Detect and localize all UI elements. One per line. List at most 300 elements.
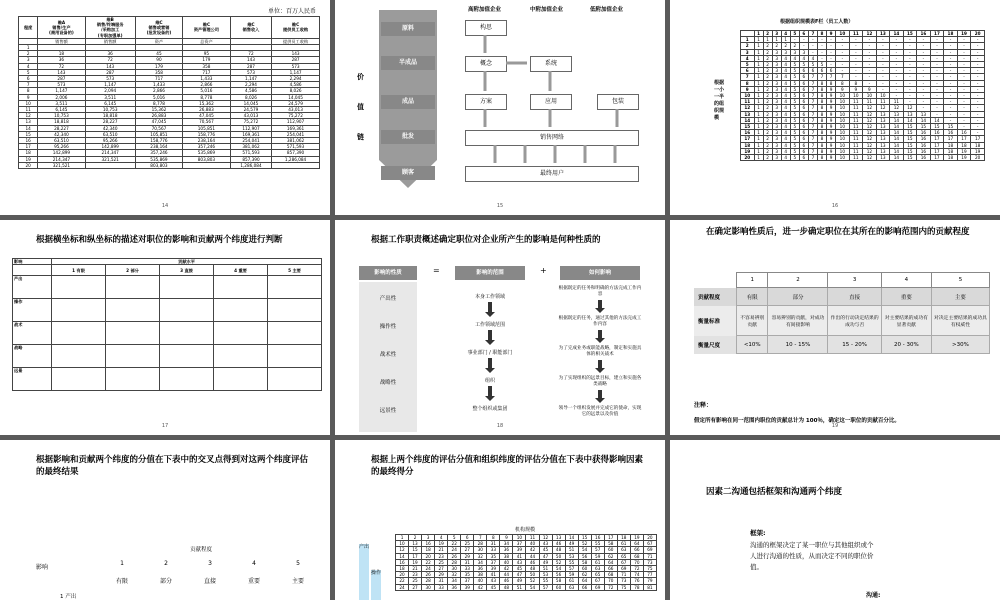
row-header: 11 — [741, 99, 755, 105]
score-cell: 48 — [552, 547, 565, 553]
how-item: 根据既定的任务，通过其他的方法完成工作内容 — [558, 316, 642, 327]
grid-cell: - — [863, 68, 877, 74]
table-cell: 573 — [272, 63, 320, 69]
table-cell: 857,390 — [272, 150, 320, 156]
column-header: 维B 销售/终端服务 /采购加工 (专职加强单) — [85, 17, 135, 39]
grid-cell: 12 — [863, 155, 877, 161]
table-cell: 12 — [19, 113, 38, 119]
grid-cell: 2 — [763, 136, 772, 142]
grid-cell: - — [799, 37, 808, 43]
score-cell: 71 — [643, 553, 656, 559]
level-num: 3 — [828, 273, 881, 288]
grid-cell: 1 — [754, 111, 763, 117]
grid-cell: - — [836, 62, 850, 68]
impact-cell — [267, 368, 321, 391]
score-cell: 43 — [513, 559, 526, 565]
grid-cell: 2 — [763, 117, 772, 123]
grid-cell: - — [944, 99, 958, 105]
grid-cell: 14 — [890, 148, 904, 154]
grid-cell: 3 — [772, 105, 781, 111]
grid-cell: 10 — [836, 155, 850, 161]
grid-cell: 19 — [957, 155, 971, 161]
grid-cell: - — [917, 43, 931, 49]
grid-cell: - — [944, 111, 958, 117]
grid-cell: 5 — [790, 105, 799, 111]
slide-19[interactable] — [670, 220, 1000, 435]
header-high: 高附加值企业 — [468, 7, 502, 13]
column-header: 10 — [513, 535, 526, 541]
table-cell: 321,521 — [85, 156, 135, 162]
score-cell: 35 — [487, 553, 500, 559]
grid-cell: 10 — [836, 105, 850, 111]
grid-cell: - — [930, 62, 944, 68]
level-row — [13, 265, 322, 276]
grid-cell: - — [957, 105, 971, 111]
slide-20[interactable] — [0, 440, 330, 600]
table-cell: 72 — [38, 63, 85, 69]
table-cell: 20 — [19, 162, 38, 168]
grid-cell: 7 — [808, 155, 817, 161]
grid-cell: 9 — [827, 86, 836, 92]
grid-cell: 3 — [781, 49, 790, 55]
slide-22[interactable] — [670, 440, 1000, 600]
table-cell: 3 — [19, 57, 38, 63]
level-cell: 1 有限 — [52, 265, 106, 276]
score-cell: 42 — [500, 566, 513, 572]
score-cell: 65 — [617, 553, 630, 559]
grid-cell: 4 — [781, 74, 790, 80]
grid-cell: - — [849, 68, 863, 74]
slide-14[interactable] — [0, 0, 330, 215]
score-cell: 55 — [539, 578, 552, 584]
row-header: 1 — [741, 37, 755, 43]
table-cell: 571,593 — [230, 150, 271, 156]
table-cell: 2,294 — [230, 82, 271, 88]
score-cell: 23 — [435, 553, 448, 559]
row-header: 8 — [741, 80, 755, 86]
table-cell: 287 — [85, 69, 135, 75]
column-header: 维C 销售收入 — [230, 17, 271, 39]
impact-cell — [52, 368, 106, 391]
column-header: 14 — [890, 31, 904, 37]
grid-cell: 8 — [817, 117, 826, 123]
slide-15[interactable] — [335, 0, 665, 215]
grid-cell: - — [971, 93, 985, 99]
score-cell: 31 — [487, 541, 500, 547]
grid-cell: - — [944, 49, 958, 55]
grid-cell: 11 — [849, 155, 863, 161]
slide-heading: 因素二沟通包括框架和沟通两个纬度 — [706, 487, 843, 497]
grid-cell: - — [836, 55, 850, 61]
grid-cell: - — [903, 55, 917, 61]
grid-cell: - — [917, 49, 931, 55]
name-row — [100, 576, 320, 585]
score-cell: 22 — [448, 541, 461, 547]
impact-cell — [213, 299, 267, 322]
table-cell: 358 — [183, 63, 231, 69]
grid-cell: - — [863, 80, 877, 86]
score-cell: 75 — [617, 584, 630, 590]
grid-cell: - — [817, 55, 826, 61]
grid-cell: 5 — [790, 142, 799, 148]
grid-cell: 12 — [863, 148, 877, 154]
score-cell: 41 — [513, 553, 526, 559]
level-num: 5 — [931, 273, 989, 288]
note-title: 注释： — [694, 402, 713, 409]
grid-cell: 12 — [876, 105, 890, 111]
slide-21[interactable] — [335, 440, 665, 600]
grid-cell: - — [930, 105, 944, 111]
table-cell: 11 — [19, 107, 38, 113]
grid-cell: - — [799, 43, 808, 49]
grid-cell: - — [957, 37, 971, 43]
grid-cell: - — [957, 93, 971, 99]
grid-cell: 5 — [790, 86, 799, 92]
grid-cell: 15 — [903, 130, 917, 136]
row-header: 16 — [741, 130, 755, 136]
score-cell: 54 — [578, 547, 591, 553]
table-cell: 90 — [135, 57, 182, 63]
grid-cell: 1 — [772, 37, 781, 43]
grid-cell: - — [817, 43, 826, 49]
grid-cell: 10 — [836, 99, 850, 105]
table-cell: 142,899 — [38, 150, 85, 156]
grid-cell: 2 — [772, 43, 781, 49]
grid-cell: - — [957, 74, 971, 80]
box-end-user: 最终用户 — [465, 166, 639, 182]
score-cell: 57 — [565, 566, 578, 572]
grid-cell: 11 — [849, 130, 863, 136]
column-header: 19 — [957, 31, 971, 37]
grid-cell: 8 — [827, 80, 836, 86]
column-header: 20 — [971, 31, 985, 37]
row-header: 9 — [741, 86, 755, 92]
grid-cell: 3 — [772, 62, 781, 68]
table-cell: 357,246 — [183, 144, 231, 150]
column-header: 1 — [754, 31, 763, 37]
score-cell: 56 — [578, 553, 591, 559]
grid-cell: - — [890, 86, 904, 92]
table-cell: 535,869 — [183, 150, 231, 156]
grid-cell: 2 — [763, 99, 772, 105]
down-arrows — [335, 220, 665, 435]
table-cell: 18,818 — [38, 119, 85, 125]
page-number: 16 — [831, 203, 839, 209]
how-item: 领导一个组织发展并完成它的使命，实现它的远景以及价值 — [558, 406, 642, 417]
score-cell: 30 — [422, 584, 435, 590]
grid-cell: - — [944, 74, 958, 80]
grid-cell: 1 — [754, 99, 763, 105]
name-cell: 重要 — [247, 578, 260, 585]
frame-title: 框架: — [750, 529, 766, 537]
grid-cell: 3 — [772, 86, 781, 92]
column-header: 6 — [461, 535, 474, 541]
grid-cell: - — [836, 49, 850, 55]
column-header: 19 — [630, 535, 643, 541]
score-cell: 25 — [435, 559, 448, 565]
grid-cell: - — [930, 93, 944, 99]
score-cell: 69 — [591, 584, 604, 590]
side-label-3: 链 — [357, 133, 364, 141]
impact-cell — [213, 345, 267, 368]
grid-cell: 6 — [799, 148, 808, 154]
grid-cell: 11 — [849, 105, 863, 111]
grid-cell: 8 — [817, 86, 826, 92]
score-cell: 52 — [552, 559, 565, 565]
grid-cell: - — [876, 55, 890, 61]
grid-cell: - — [903, 99, 917, 105]
column-subheader: 资产 — [135, 38, 182, 44]
score-cell: 67 — [591, 578, 604, 584]
slide-heading: 根据影响和贡献两个纬度的分值在下表中的交叉点得到对这两个纬度评估的最终结果 — [36, 455, 309, 477]
score-cell: 78 — [630, 584, 643, 590]
grid-cell: 3 — [772, 74, 781, 80]
impact-cell — [213, 276, 267, 299]
grid-row — [741, 155, 985, 161]
column-subheader: 提供员工收购 — [272, 38, 320, 44]
grid-cell: - — [817, 37, 826, 43]
grid-cell: 10 — [876, 93, 890, 99]
impact-cell — [267, 345, 321, 368]
grid-cell: 16 — [944, 130, 958, 136]
grid-cell: 2 — [763, 148, 772, 154]
grid-cell: 5 — [790, 68, 799, 74]
score-cell: 49 — [565, 541, 578, 547]
table-cell: 45 — [135, 51, 182, 57]
column-subheader: 总资产 — [183, 38, 231, 44]
grid-cell: 2 — [763, 49, 772, 55]
grid-cell: 6 — [817, 68, 826, 74]
degree-cell: 直接 — [828, 288, 881, 306]
grid-cell: 1 — [754, 142, 763, 148]
score-cell: 31 — [461, 559, 474, 565]
grid-cell: - — [944, 93, 958, 99]
grid-cell: - — [917, 37, 931, 43]
grid-cell: 14 — [930, 117, 944, 123]
slide-16[interactable] — [670, 0, 1000, 215]
grid-cell: 5 — [790, 148, 799, 154]
grid-cell: 15 — [903, 155, 917, 161]
grid-cell: 4 — [781, 99, 790, 105]
table-header-row — [19, 17, 320, 39]
column-subheader: 销售额 — [85, 38, 135, 44]
score-cell: 61 — [591, 559, 604, 565]
column-header: 10 — [836, 31, 850, 37]
grid-cell: 3 — [772, 80, 781, 86]
score-cell: 67 — [643, 541, 656, 547]
score-cell: 43 — [487, 578, 500, 584]
grid-cell: 13 — [890, 111, 904, 117]
level-cell: 5 主要 — [267, 265, 321, 276]
table-cell: 158,776 — [135, 138, 182, 144]
score-cell: 66 — [604, 566, 617, 572]
impact-cell — [52, 276, 106, 299]
score-cell: 49 — [539, 559, 552, 565]
grid-cell: - — [930, 74, 944, 80]
score-cell: 12 — [396, 547, 409, 553]
grid-cell: 17 — [930, 142, 944, 148]
grid-cell: 9 — [849, 86, 863, 92]
num-row — [100, 560, 320, 567]
column-header: 2 — [409, 535, 422, 541]
criteria-cell: 作出的行动决定结果的成功与否 — [828, 306, 881, 336]
table-cell: 14 — [19, 125, 38, 131]
side-label: 产出 — [359, 544, 370, 550]
grid-cell: 12 — [863, 142, 877, 148]
grid-cell: - — [930, 68, 944, 74]
grid-cell: - — [790, 37, 799, 43]
col-head-nature: 影响的性质 — [359, 266, 417, 280]
note-text: 假定所有影响在同一范围内职位的贡献总计为 100％，确定这一职位的贡献百分比。 — [694, 418, 900, 424]
table-cell: 42,340 — [38, 131, 85, 137]
grid-cell: 7 — [808, 111, 817, 117]
impact-row — [13, 368, 322, 391]
table-cell — [85, 162, 135, 168]
score-cell: 25 — [461, 541, 474, 547]
table-cell: 287 — [230, 63, 271, 69]
table-cell: 5,016 — [135, 94, 182, 100]
table-cell: 36 — [85, 51, 135, 57]
grid-cell: 7 — [808, 117, 817, 123]
grid-cell: 1 — [754, 62, 763, 68]
score-cell: 39 — [487, 566, 500, 572]
column-header: 13 — [552, 535, 565, 541]
grid-cell: - — [827, 62, 836, 68]
grid-cell: 3 — [772, 49, 781, 55]
table-cell — [183, 162, 231, 168]
table-cell: 2,294 — [272, 76, 320, 82]
column-header: 14 — [565, 535, 578, 541]
grid-cell: 7 — [827, 74, 836, 80]
table-cell: 238,164 — [135, 144, 182, 150]
row-label: 贡献程度 — [698, 294, 721, 301]
grid-cell: - — [944, 43, 958, 49]
level-cell: 3 直接 — [160, 265, 214, 276]
grid-cell: 2 — [763, 86, 772, 92]
score-cell: 22 — [422, 559, 435, 565]
slide-17[interactable] — [0, 220, 330, 435]
table-cell: 95 — [183, 51, 231, 57]
org-size-table — [18, 16, 320, 169]
page-number: 14 — [161, 203, 169, 209]
grid-cell: 1 — [754, 105, 763, 111]
grid-cell: - — [890, 74, 904, 80]
column-header: 11 — [526, 535, 539, 541]
grid-cell: 1 — [754, 55, 763, 61]
grid-cell: 18 — [957, 142, 971, 148]
grid-cell: 8 — [817, 124, 826, 130]
grid-cell: - — [944, 117, 958, 123]
table-cell: 7 — [19, 82, 38, 88]
grid-cell: 1 — [754, 68, 763, 74]
slide-heading: 根据横坐标和纵坐标的描述对职位的影响和贡献两个纬度进行判断 — [36, 235, 283, 245]
grid-cell: - — [930, 37, 944, 43]
table-cell: 15,362 — [135, 107, 182, 113]
impact-cell — [213, 322, 267, 345]
score-cell: 26 — [448, 553, 461, 559]
column-header: 程度 — [19, 17, 38, 39]
score-cell: 46 — [552, 541, 565, 547]
grid-cell: - — [944, 105, 958, 111]
grid-cell: 2 — [763, 142, 772, 148]
grid-cell: 14 — [890, 130, 904, 136]
grid-cell: 7 — [808, 99, 817, 105]
grid-cell: 4 — [781, 148, 790, 154]
table-cell: 105,851 — [183, 125, 231, 131]
grid-cell: 9 — [863, 86, 877, 92]
grid-cell: - — [863, 62, 877, 68]
grid-cell: - — [971, 68, 985, 74]
score-cell: 61 — [565, 578, 578, 584]
table-cell: 8,026 — [230, 94, 271, 100]
table-cell: 179 — [135, 63, 182, 69]
grid-cell: 10 — [836, 117, 850, 123]
column-header: 12 — [539, 535, 552, 541]
row-header: 14 — [741, 117, 755, 123]
row-header: 19 — [741, 148, 755, 154]
grid-cell: 6 — [799, 74, 808, 80]
grid-cell: - — [876, 37, 890, 43]
grid-cell: - — [957, 117, 971, 123]
grid-cell: - — [903, 68, 917, 74]
grid-cell: 1 — [754, 74, 763, 80]
column-header: 13 — [876, 31, 890, 37]
score-cell: 48 — [500, 584, 513, 590]
score-cell: 33 — [435, 584, 448, 590]
table-cell: 381,062 — [230, 144, 271, 150]
grid-cell: - — [903, 62, 917, 68]
grid-cell: 1 — [754, 124, 763, 130]
scale-cell: <10% — [737, 336, 768, 354]
score-cell: 27 — [461, 547, 474, 553]
table-cell: 63,510 — [85, 131, 135, 137]
criteria-cell: 不容易辨别贡献 — [737, 306, 768, 336]
grid-cell: 5 — [817, 62, 826, 68]
grid-cell: 15 — [930, 124, 944, 130]
unit-label: 单位：百万人民币 — [267, 8, 316, 15]
slide-18[interactable] — [335, 220, 665, 435]
flow-arrows — [335, 0, 665, 215]
grid-cell: 10 — [836, 124, 850, 130]
grid-cell: 1 — [754, 86, 763, 92]
grid-cell: 9 — [827, 117, 836, 123]
grid-cell: 12 — [863, 136, 877, 142]
page-number: 17 — [161, 423, 169, 429]
table-cell: 15,362 — [183, 100, 231, 106]
column-header: 20 — [643, 535, 656, 541]
degree-cell: 主要 — [931, 288, 989, 306]
table-cell: 13 — [19, 119, 38, 125]
how-item: 为了实现组织的远景目标，建立和实施各类战略 — [558, 376, 642, 387]
table-cell: 1,433 — [135, 82, 182, 88]
grid-cell: - — [808, 49, 817, 55]
table-cell: 75,272 — [230, 119, 271, 125]
grid-cell: - — [957, 43, 971, 49]
grid-cell: 2 — [763, 155, 772, 161]
table-cell: 18,818 — [85, 113, 135, 119]
col-head-scope: 影响的范围 — [455, 266, 525, 280]
table-cell: 2,094 — [85, 88, 135, 94]
score-cell: 39 — [513, 547, 526, 553]
grid-cell: 13 — [876, 155, 890, 161]
score-cell: 25 — [409, 578, 422, 584]
score-cell: 36 — [474, 566, 487, 572]
row-label: 衡量标准 — [698, 318, 721, 325]
column-header: 7 — [808, 31, 817, 37]
chain-wholesale: 批发 — [381, 130, 435, 144]
criteria-cell: 容易辨别的贡献，对成功有间接影响 — [768, 306, 828, 336]
score-cell: 81 — [643, 584, 656, 590]
